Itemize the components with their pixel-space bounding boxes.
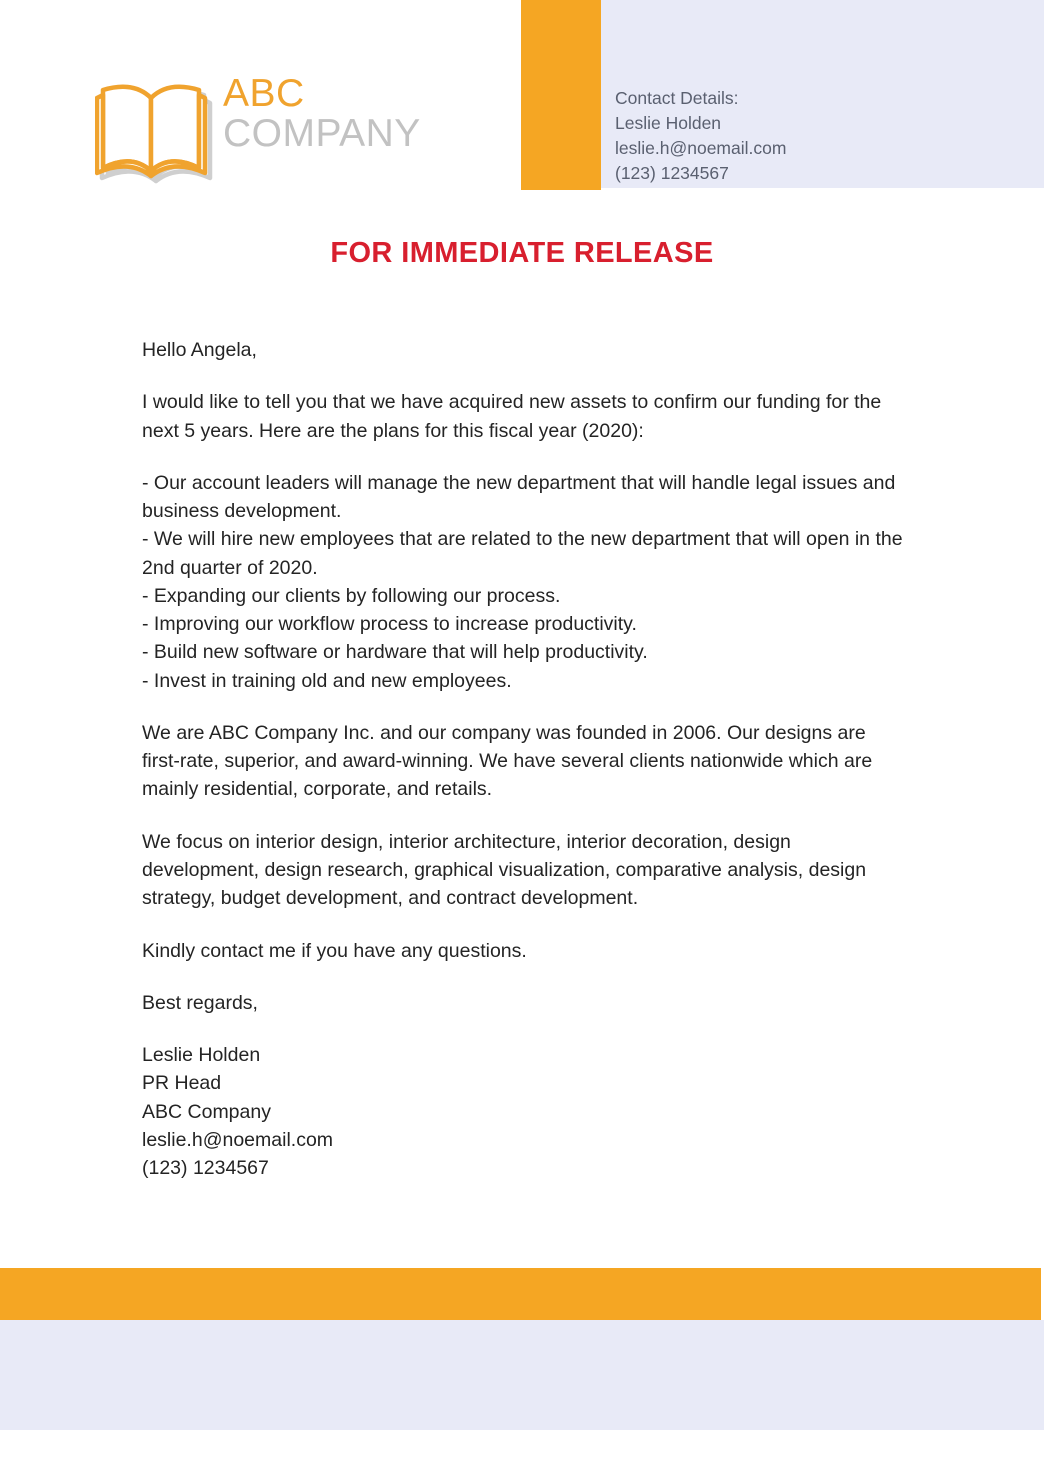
list-item: - Improving our workflow process to increase productivity.: [142, 613, 637, 636]
list-item: - We will hire new employees that are related to the new department that will open in the 2nd quarter of 2020.: [142, 528, 903, 579]
list-item: - Build new software or hardware that will help productivity.: [142, 641, 648, 664]
brand-name-primary: ABC: [223, 72, 305, 115]
brand-wordmark: [223, 74, 421, 153]
focus-paragraph: We focus on interior design, interior architecture, interior decoration, design development, design research, graphical visualization, comparative analysis, design strategy, budget development, and contract development.: [142, 830, 867, 910]
list-item: - Our account leaders will manage the new department that will handle legal issues and business development.: [142, 471, 896, 523]
salutation: Hello Angela,: [142, 339, 257, 361]
footer-orange-band: [0, 1268, 1041, 1320]
plans-list: [142, 469, 907, 695]
about-paragraph: We are ABC Company Inc. and our company was founded in 2006. Our designs are first-rate, superior, and award-winning. We have several clients nationwide which are mainly residential, corporate, and retails.: [142, 721, 873, 801]
signature-phone: (123) 1234567: [142, 1157, 269, 1180]
intro-paragraph: I would like to tell you that we have acquired new assets to confirm our funding for the next 5 years. Here are the plans for this fiscal year (2020):: [142, 391, 882, 442]
contact-line-label: Contact Details:: [615, 88, 739, 108]
closing-invite: Kindly contact me if you have any questions.: [142, 939, 527, 962]
footer-lavender-band: [0, 1320, 1044, 1430]
page-title: FOR IMMEDIATE RELEASE: [330, 237, 714, 269]
header-orange-accent-block: [521, 0, 601, 190]
open-book-icon: [95, 72, 217, 184]
brand-logo: [95, 72, 421, 187]
contact-details-block: [615, 86, 975, 185]
signature-block: [142, 1041, 907, 1182]
brand-name-secondary: COMPANY: [223, 112, 421, 155]
signature-name: Leslie Holden: [142, 1044, 261, 1067]
signature-company: ABC Company: [142, 1100, 271, 1123]
list-item: - Invest in training old and new employees.: [142, 669, 512, 692]
letter-body: [142, 336, 907, 1182]
signature-title: PR Head: [142, 1072, 222, 1095]
contact-line-name: Leslie Holden: [615, 112, 722, 133]
contact-line-phone: (123) 1234567: [615, 162, 729, 183]
list-item: - Expanding our clients by following our process.: [142, 584, 561, 607]
contact-line-email: leslie.h@noemail.com: [615, 137, 787, 158]
signature-email: leslie.h@noemail.com: [142, 1128, 334, 1151]
sign-off: Best regards,: [142, 991, 258, 1014]
